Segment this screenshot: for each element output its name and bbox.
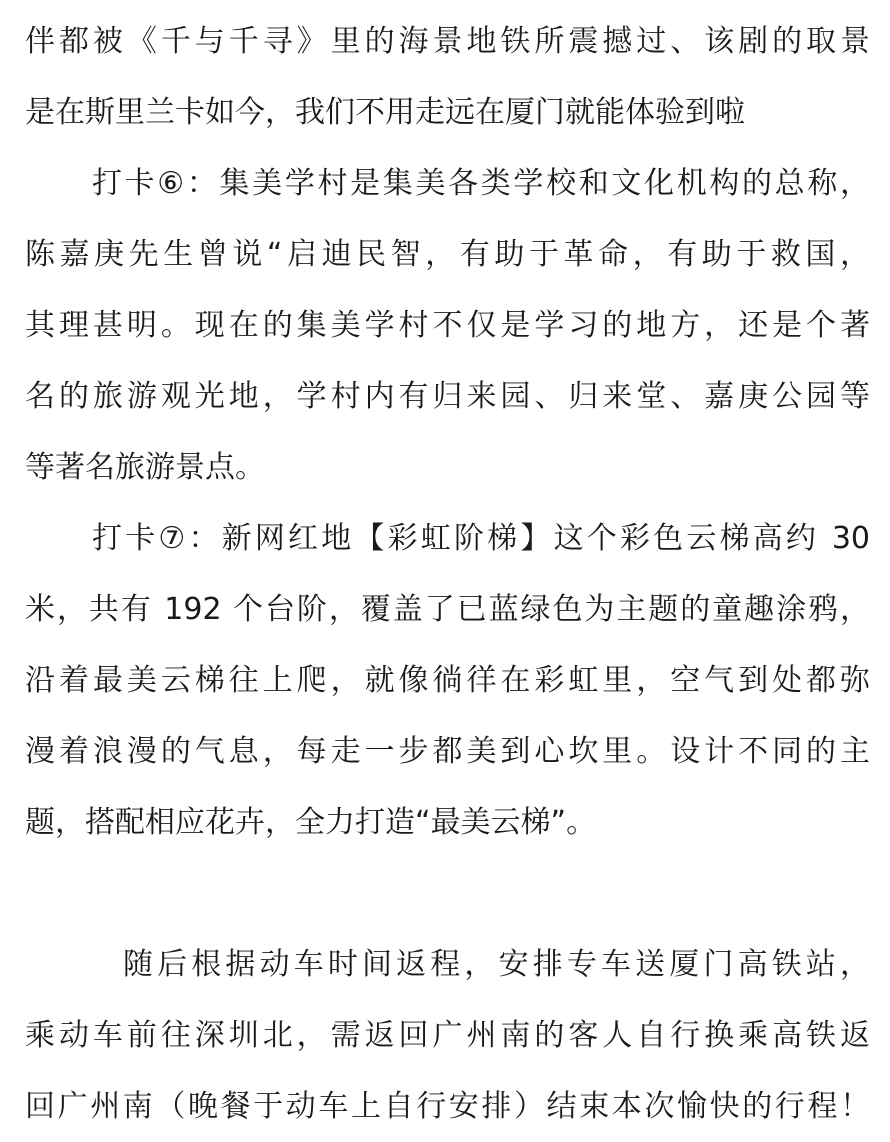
text-line: 沿着最美云梯往上爬，就像徜徉在彩虹里，空气到处都弥 (25, 663, 870, 698)
text-line: 名的旅游观光地，学村内有归来园、归来堂、嘉庚公园等 (25, 379, 870, 414)
paragraph-intro (25, 6, 870, 148)
text-line: 随后根据动车时间返程，安排专车送厦门高铁站， (123, 947, 870, 982)
text-line: 米，共有 192 个台阶，覆盖了已蓝绿色为主题的童趣涂鸦， (25, 592, 870, 627)
document-body (25, 6, 870, 1142)
text-line: 伴都被《千与千寻》里的海景地铁所震撼过、该剧的取景 (25, 24, 870, 59)
text-line: 打卡⑥：集美学村是集美各类学校和文化机构的总称， (92, 166, 870, 201)
text-line: 陈嘉庚先生曾说“启迪民智，有助于革命，有助于救国， (25, 237, 870, 272)
text-line: 打卡⑦：新网红地【彩虹阶梯】这个彩色云梯高约 30 (92, 521, 870, 556)
text-line: 等著名旅游景点。 (25, 450, 265, 485)
text-line: 是在斯里兰卡如今，我们不用走远在厦门就能体验到啦 (25, 95, 745, 130)
text-line: 题，搭配相应花卉，全力打造“最美云梯”。 (25, 805, 597, 840)
paragraph-checkin-6 (25, 148, 870, 503)
paragraph-checkin-7 (25, 503, 870, 858)
text-line: 其理甚明。现在的集美学村不仅是学习的地方，还是个著 (25, 308, 870, 343)
text-line: 回广州南（晚餐于动车上自行安排）结束本次愉快的行程！ (25, 1089, 870, 1124)
paragraph-return (25, 929, 870, 1142)
blank-line (25, 858, 870, 929)
text-line: 漫着浪漫的气息，每走一步都美到心坎里。设计不同的主 (25, 734, 870, 769)
text-line: 乘动车前往深圳北，需返回广州南的客人自行换乘高铁返 (25, 1018, 870, 1053)
